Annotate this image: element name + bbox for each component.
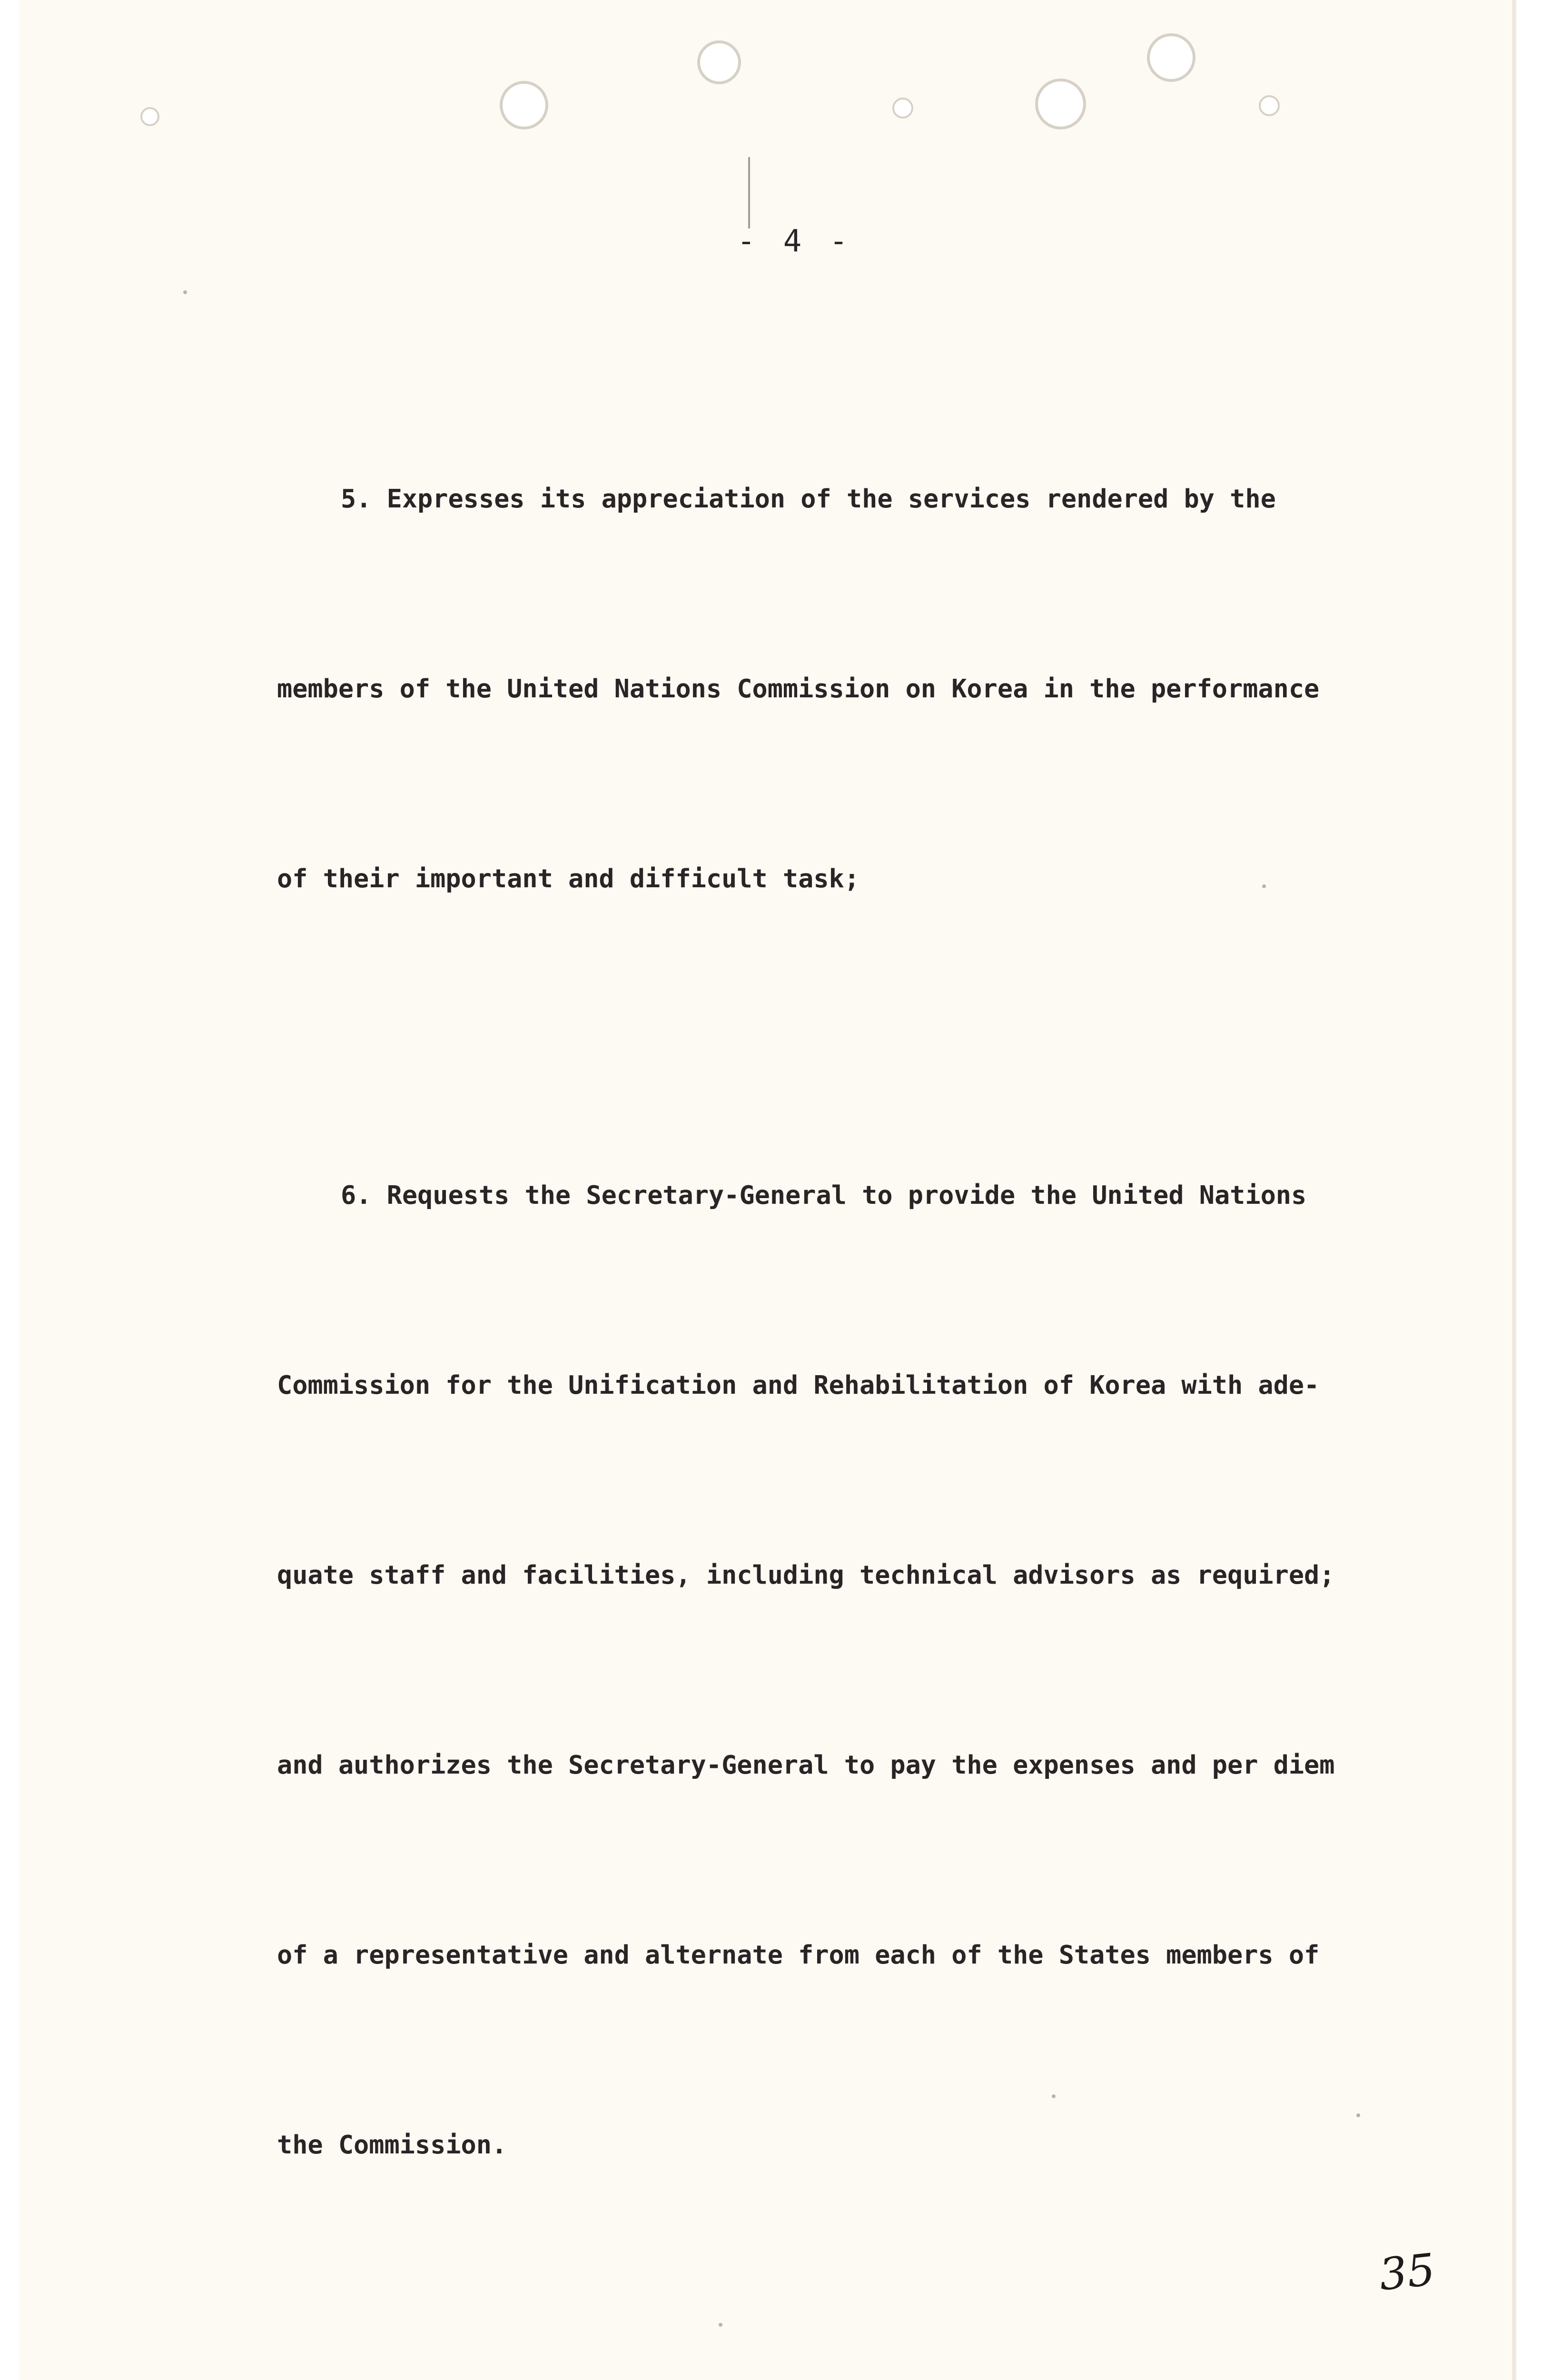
- paper-speck: [1052, 2094, 1056, 2098]
- punch-hole: [1259, 95, 1280, 116]
- document-page: [19, 0, 1516, 2380]
- text-line: quate staff and facilities, including technical advisors as required;: [277, 1560, 1335, 1590]
- text-line: and authorizes the Secretary-General to pay the expenses and per diem: [277, 1750, 1335, 1780]
- margin-tick-mark: [748, 157, 750, 228]
- text-line: Commission for the Unification and Rehabilitation of Korea with ade-: [277, 1370, 1320, 1400]
- handwritten-folio-number: 35: [1376, 2244, 1438, 2301]
- text-line: 6. Requests the Secretary-General to provide the United Nations: [341, 1180, 1307, 1210]
- paper-speck: [1262, 884, 1266, 888]
- text-line: of their important and difficult task;: [277, 863, 859, 893]
- paragraph-6: [277, 1037, 1372, 2303]
- text-line: 5. Expresses its appreciation of the services rendered by the: [341, 484, 1276, 514]
- paper-speck: [719, 2323, 722, 2327]
- text-line: of a representative and alternate from each of the States members of: [277, 1940, 1320, 1970]
- punch-hole: [697, 40, 741, 84]
- punch-hole: [500, 81, 548, 129]
- page-number: - 4 -: [737, 224, 853, 259]
- paper-speck: [183, 290, 187, 294]
- body-text: [277, 340, 1372, 2303]
- text-line: the Commission.: [277, 2130, 507, 2160]
- punch-hole: [892, 98, 913, 119]
- text-line: members of the United Nations Commission on Korea in the performance: [277, 674, 1320, 704]
- paragraph-5: [277, 340, 1372, 1037]
- punch-hole: [140, 107, 159, 126]
- paper-speck: [1356, 2113, 1360, 2117]
- punch-hole: [1035, 79, 1086, 129]
- punch-hole: [1147, 33, 1195, 82]
